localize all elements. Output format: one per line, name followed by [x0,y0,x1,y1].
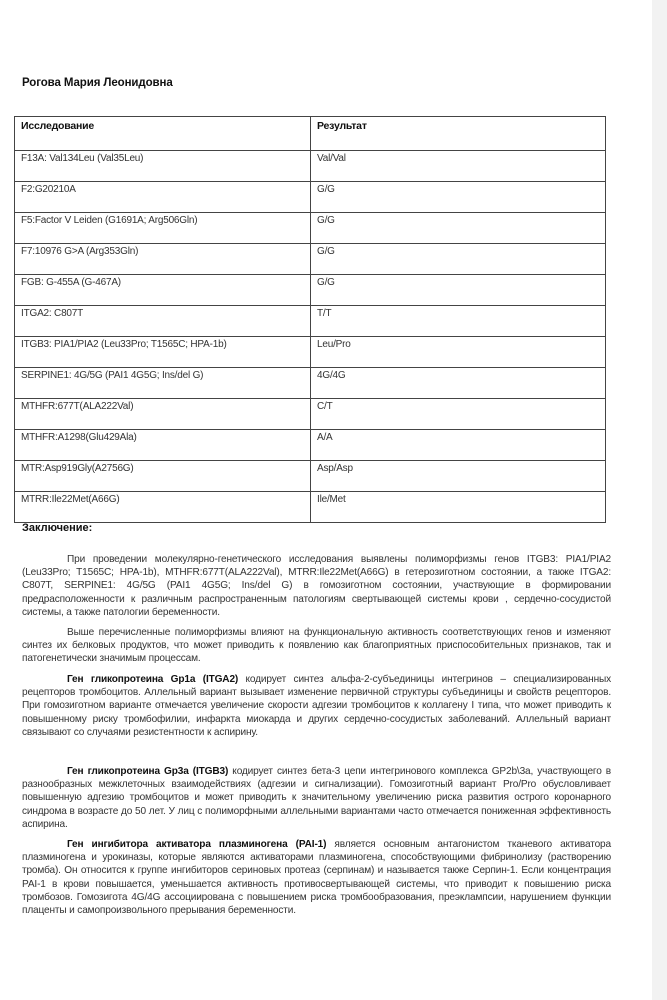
paragraph-text: Выше перечисленные полиморфизмы влияют на функциональную активность соответствующих генов и изменяют синтез их белковых продуктов, что может приводить к появлению как благоприятных приспособительных признаков, так и патогенетически значимым процессам. [22,627,611,665]
result-cell: G/G [311,182,606,213]
table-row [15,306,606,337]
conclusion-paragraph [22,553,611,619]
result-cell: T/T [311,306,606,337]
pai1-paragraph [22,838,611,917]
result-cell: Val/Val [311,151,606,182]
table-row [15,399,606,430]
paragraph-text: При проведении молекулярно-генетического исследования выявлены полиморфизмы генов ITGB3: PIA1/PIA2 (Leu33Pro; T1565C; HPA-1b), MTHFR:677T(ALA222Val), MTRR:Ile22Met(A66G) в гетерозиготном состоянии, а также ITGA2: C807T, SERPINE1: 4G/5G (PAI1 4G5G; Ins/del G) в гомозиготном состоянии, участвующие в формировании предрасположенности к различным распространенным патологиям свертывающей системы крови , сердечно-сосудистой системы, а также патологии беременности. [22,554,611,618]
paragraph-text: кодирует синтез бета-3 цепи интегринового комплекса GP2b\3a, участвующего в разнообразных межклеточных взаимодействиях (адгезии и сигнализации). Гомозиготный вариант Pro/Pro обусловливает повышенную адгезию тромбоцитов и может приводить к значительному увеличению риска развития острого коронарного синдрома в возрасте до 50 лет. У лиц с полиморфными аллельными вариантами часто отмечается пониженная эффективность аспирина. [22,766,612,830]
table-row [15,430,606,461]
header-result: Результат [311,117,606,151]
study-cell: F2:G20210A [15,182,311,213]
table-row [15,213,606,244]
table-row [15,151,606,182]
study-cell: MTR:Asp919Gly(A2756G) [15,461,311,492]
result-cell: G/G [311,213,606,244]
itgb3-paragraph [22,765,611,831]
result-cell: Leu/Pro [311,337,606,368]
itga2-paragraph [22,673,611,739]
table-row [15,492,606,523]
result-cell: Ile/Met [311,492,606,523]
paragraph-text: кодирует синтез альфа-2-субъединицы интегринов – специализированных рецепторов тромбоцитов. Аллельный вариант вызывает изменение первичной структуры субъединицы и свойств рецепторов. При гомозиготном варианте отмечается увеличение скорости адгезии тромбоцитов к коллагену I типа, что может приводить к повышенному риску тромбофилии, инфаркта миокарда и других сердечно-сосудистых заболеваний. Аллельный вариант связывают со случаями резистентности к аспирину. [22,674,611,738]
paragraph-heading: Ген гликопротеина Gp1a (ITGA2) [67,674,239,685]
study-cell: MTHFR:677T(ALA222Val) [15,399,311,430]
result-cell: C/T [311,399,606,430]
table-row [15,182,606,213]
results-table [14,116,606,523]
study-cell: MTHFR:A1298(Glu429Ala) [15,430,311,461]
table-header-row [15,117,606,151]
result-cell: 4G/4G [311,368,606,399]
study-cell: ITGA2: C807T [15,306,311,337]
header-study: Исследование [15,117,311,151]
patient-name: Рогова Мария Леонидовна [22,77,173,89]
study-cell: MTRR:Ile22Met(A66G) [15,492,311,523]
study-cell: FGB: G-455A (G-467A) [15,275,311,306]
page-margin-strip [652,0,667,1000]
result-cell: G/G [311,275,606,306]
result-cell: A/A [311,430,606,461]
conclusion-title: Заключение: [22,522,93,534]
table-row [15,244,606,275]
paragraph-heading: Ген ингибитора активатора плазминогена (PAI-1) [67,839,327,850]
paragraph-heading: Ген гликопротеина Gp3a (ITGB3) [67,766,229,777]
conclusion-paragraph [22,626,611,666]
table-row [15,461,606,492]
study-cell: SERPINE1: 4G/5G (PAI1 4G5G; Ins/del G) [15,368,311,399]
table-row [15,337,606,368]
result-cell: Asp/Asp [311,461,606,492]
study-cell: ITGB3: PIA1/PIA2 (Leu33Pro; T1565C; HPA-1b) [15,337,311,368]
paragraph-text: является основным антагонистом тканевого активатора плазминогена и урокиназы, которые являются активаторами плазминогена, способствующими фибринолизу (растворению тромба). Он относится к группе ингибиторов сериновых протеаз (серпинам) и называется также Серпин-1. Если концентрация PAI-1 в крови повышается, уменьшается активность противосвертывающей системы, что приводит к повышению риска тромбозов. Гомозигота 4G/4G ассоциирована с повышением риска тромбообразования, преэклампсии, нарушением функции плаценты и самопроизвольного прерывания беременности. [22,839,611,917]
study-cell: F5:Factor V Leiden (G1691A; Arg506Gln) [15,213,311,244]
study-cell: F7:10976 G>A (Arg353Gln) [15,244,311,275]
table-row [15,368,606,399]
study-cell: F13A: Val134Leu (Val35Leu) [15,151,311,182]
result-cell: G/G [311,244,606,275]
table-row [15,275,606,306]
